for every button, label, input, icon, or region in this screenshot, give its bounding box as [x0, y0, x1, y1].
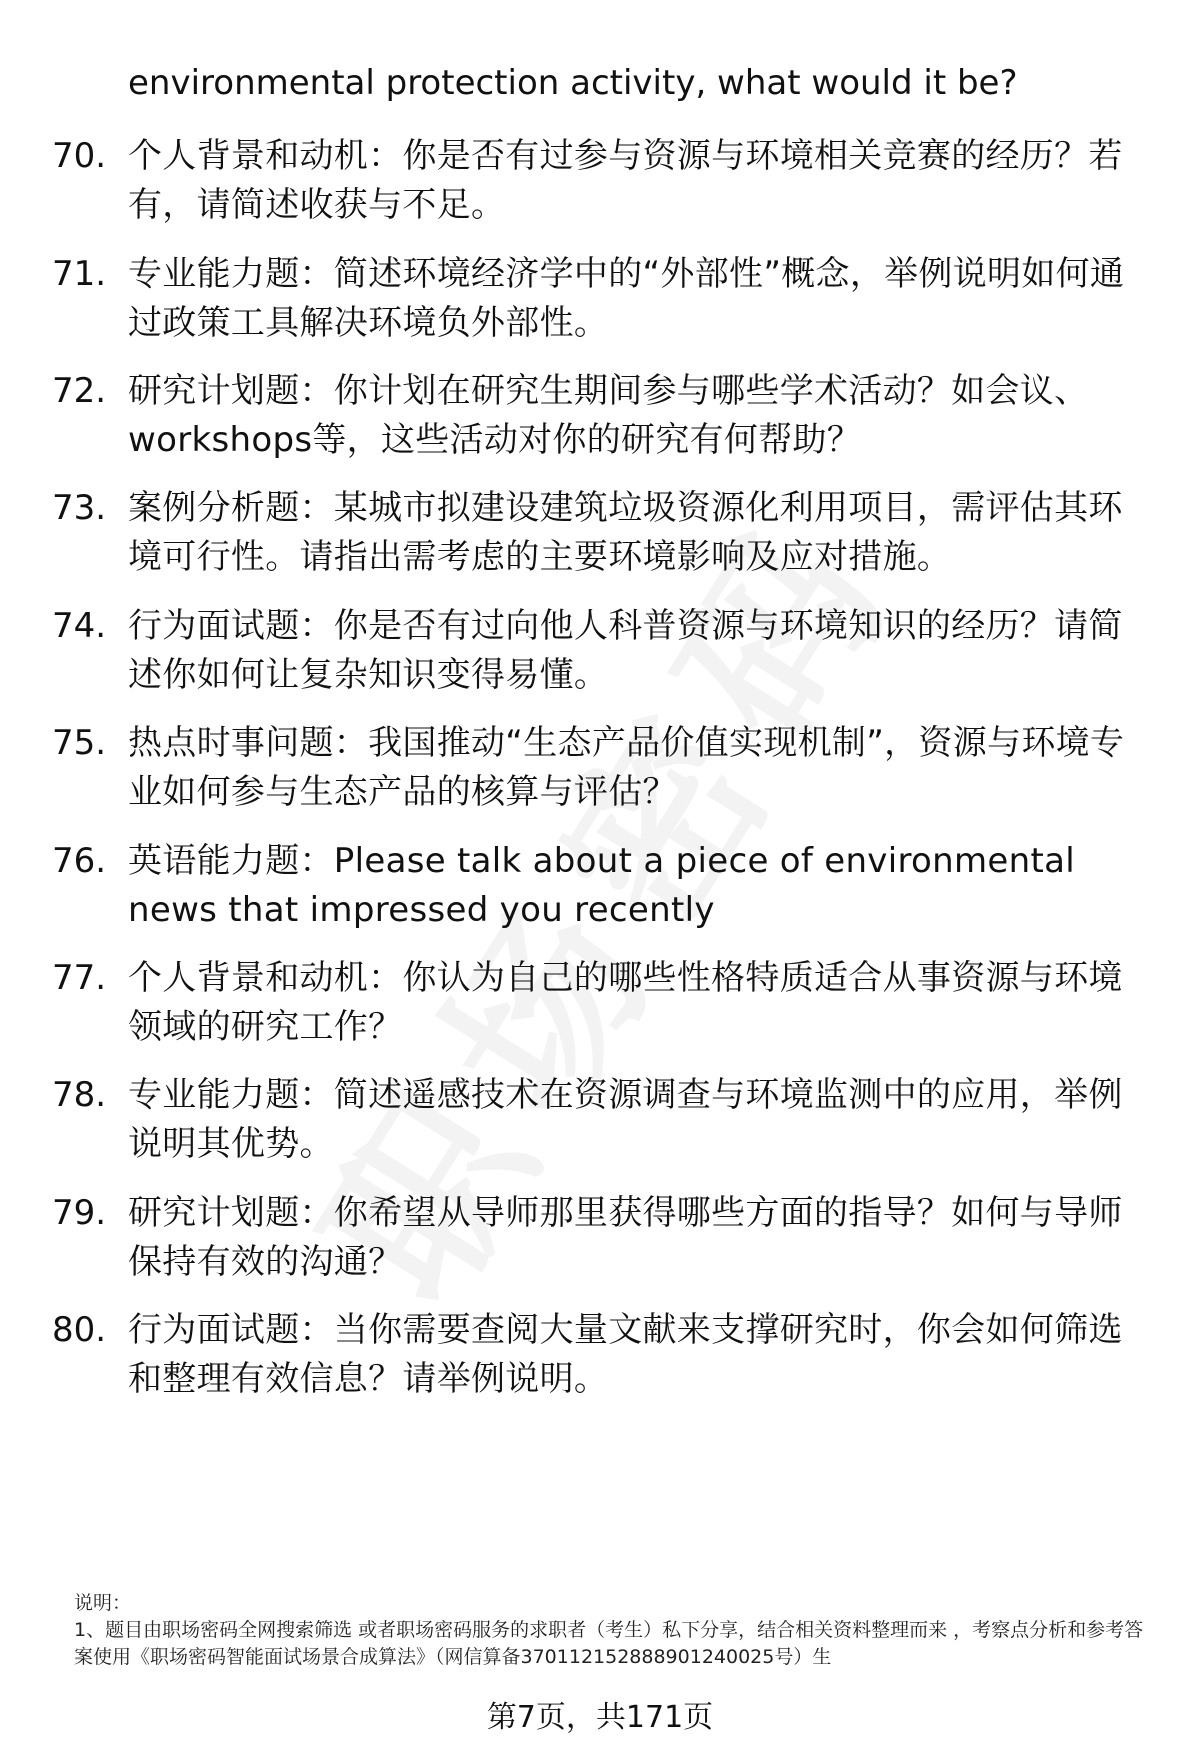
- question-text: 研究计划题：你希望从导师那里获得哪些方面的指导？如何与导师保持有效的沟通？: [128, 1193, 1123, 1282]
- question-number: 72.: [52, 371, 107, 411]
- notes-line: 1、题目由职场密码全网搜索筛选 或者职场密码服务的求职者（考生）私下分享，结合相关资料整理而来 ，考察点分析和参考答案使用《职场密码智能面试场景合成算法》（网信算备370112152888901240025号）生: [74, 1619, 1144, 1668]
- question-number: 75.: [52, 723, 107, 763]
- question-text: 英语能力题：Please talk about a piece of environmental news that impressed you recently: [128, 841, 1075, 930]
- page-number: 第7页，共171页: [486, 1700, 714, 1735]
- question-number: 76.: [52, 841, 107, 881]
- question-number: 70.: [52, 136, 107, 176]
- question-number: 79.: [52, 1193, 107, 1233]
- question-text: 专业能力题：简述环境经济学中的“外部性”概念，举例说明如何通过政策工具解决环境负外部性。: [128, 254, 1125, 343]
- question-number: 80.: [52, 1310, 107, 1350]
- question-text: 个人背景和动机：你认为自己的哪些性格特质适合从事资源与环境领域的研究工作？: [128, 958, 1123, 1047]
- question-number: 73.: [52, 488, 107, 528]
- question-text: 行为面试题：你是否有过向他人科普资源与环境知识的经历？请简述你如何让复杂知识变得易懂。: [128, 606, 1123, 695]
- question-number: 77.: [52, 958, 107, 998]
- notes-heading: 说明：: [74, 1592, 132, 1614]
- question-text: 个人背景和动机：你是否有过参与资源与环境相关竞赛的经历？若有，请简述收获与不足。: [128, 136, 1123, 225]
- question-text: 专业能力题：简述遥感技术在资源调查与环境监测中的应用，举例说明其优势。: [128, 1075, 1123, 1164]
- continued-question-text: environmental protection activity, what would it be?: [128, 63, 1018, 103]
- question-text: 行为面试题：当你需要查阅大量文献来支撑研究时，你会如何筛选和整理有效信息？请举例说明。: [128, 1310, 1123, 1399]
- question-text: 研究计划题：你计划在研究生期间参与哪些学术活动？如会议、workshops等，这些活动对你的研究有何帮助？: [128, 371, 1089, 460]
- question-number: 74.: [52, 606, 107, 646]
- notes-section: [74, 1590, 1154, 1671]
- question-number: 71.: [52, 254, 107, 294]
- question-text: 热点时事问题：我国推动“生态产品价值实现机制”，资源与环境专业如何参与生态产品的核算与评估？: [128, 723, 1125, 812]
- question-text: 案例分析题：某城市拟建设建筑垃圾资源化利用项目，需评估其环境可行性。请指出需考虑的主要环境影响及应对措施。: [128, 488, 1123, 577]
- question-number: 78.: [52, 1075, 107, 1115]
